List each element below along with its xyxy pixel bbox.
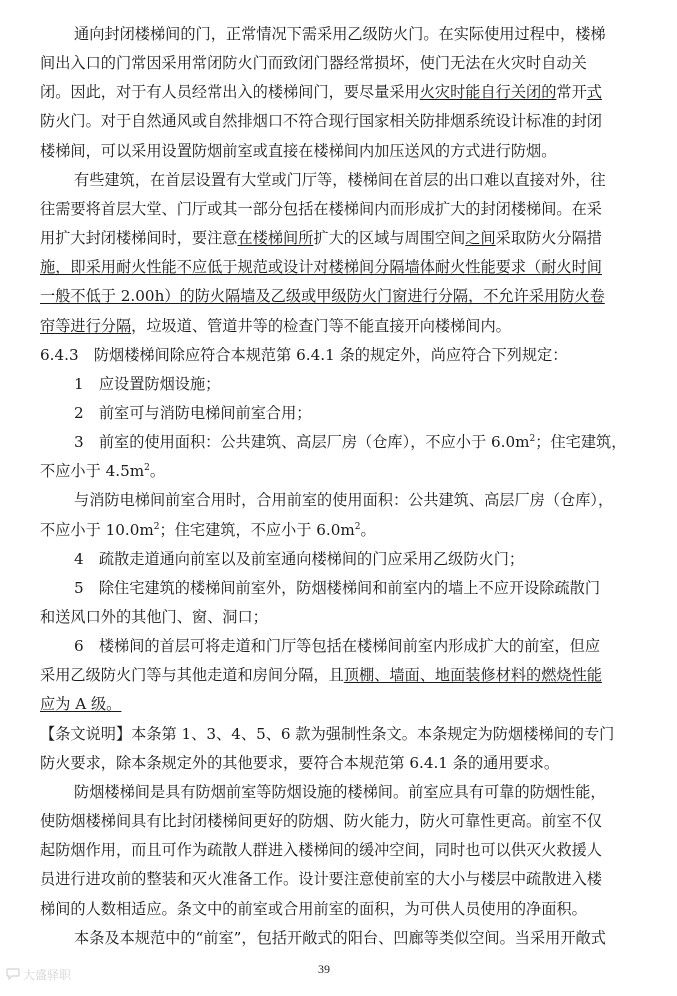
underlined-text: 在楼梯间所 [237, 229, 314, 248]
line-content [74, 426, 626, 458]
text-segment: 用扩大封闭楼梯间时，要注意 [40, 229, 238, 248]
text-segment: ；住宅建筑， [535, 433, 627, 452]
text-segment: 间出入口的门常因采用常闭防火门而致闭门器经常损坏，使门无法在火灾时自动关 [40, 54, 587, 73]
text-line [0, 776, 677, 808]
text-line [0, 718, 677, 750]
underlined-text: 火灾时能自行关闭的 [419, 83, 557, 102]
text-line [0, 339, 677, 371]
text-line [0, 805, 677, 837]
line-content [74, 630, 600, 662]
text-segment: 有些建筑，在首层设置有大堂或门厅等，楼梯间在首层的出口难以直接对外，往 [74, 170, 606, 189]
line-content [74, 18, 606, 50]
text-segment: 与消防电梯间前室合用时，合用前室的使用面积：公共建筑、高层厂房（仓库）， [74, 491, 614, 510]
line-content [40, 834, 602, 866]
text-line [0, 688, 677, 720]
line-content [40, 251, 602, 283]
text-line [0, 893, 677, 925]
text-segment: 【条文说明】本条第 1、3、4、5、6 款为强制性条文。本条规定为防烟楼梯间的专门 [40, 724, 615, 743]
text-segment: 1 应设置防烟设施； [74, 374, 221, 393]
text-segment: 2 前室可与消防电梯间前室合用； [74, 403, 312, 422]
line-content [40, 280, 605, 312]
text-line [0, 397, 677, 429]
line-content [40, 455, 165, 487]
line-content [40, 193, 602, 225]
text-line [0, 105, 677, 137]
text-line [0, 222, 677, 254]
line-content [40, 514, 376, 546]
superscript: 2 [529, 434, 536, 445]
text-line [0, 455, 677, 487]
text-segment: 4 疏散走道通向前室以及前室通向楼梯间的门应采用乙级防火门； [74, 549, 525, 568]
underlined-text: 应为 A 级。 [40, 695, 122, 714]
text-segment: 6 楼梯间的首层可将走道和门厅等包括在楼梯间前室内形成扩大的前室，但应 [74, 637, 601, 656]
text-line [0, 310, 677, 342]
line-content [74, 572, 600, 604]
line-content [40, 893, 587, 925]
line-content [74, 164, 606, 196]
text-line [0, 164, 677, 196]
text-segment: 。 [360, 520, 376, 539]
underlined-text: 顶棚、墙面、地面装修材料的燃烧性能 [343, 666, 602, 685]
text-line [0, 659, 677, 691]
text-line [0, 834, 677, 866]
text-line [0, 426, 677, 458]
line-content [40, 659, 602, 691]
line-content [40, 688, 121, 720]
text-segment: 本条及本规范中的“前室”，包括开敞式的阳台、凹廊等类似空间。当采用开敞式 [74, 928, 606, 947]
text-line [0, 543, 677, 575]
text-segment: 采取防火分隔措 [495, 229, 602, 248]
line-content [74, 368, 220, 400]
line-content [40, 76, 602, 108]
superscript: 2 [354, 521, 361, 532]
line-content [74, 397, 311, 429]
underlined-text: 一般不低于 2.00h）的防火隔墙及乙级或甲级防火门窗进行分隔，不允许采用防火卷 [40, 287, 605, 306]
underlined-text: 式 [586, 83, 602, 102]
text-segment: 防火门。对于自然通风或自然排烟口不符合现行国家相关防排烟系统设计标准的封闭 [40, 112, 602, 131]
text-line [0, 572, 677, 604]
chat-bubble-icon [6, 968, 20, 980]
text-line [0, 484, 677, 516]
text-line [0, 251, 677, 283]
text-segment: 不应小于 10.0m [40, 520, 154, 539]
text-line [0, 47, 677, 79]
text-segment: 和送风口外的其他门、窗、洞口； [40, 608, 268, 626]
text-line [0, 193, 677, 225]
text-line [0, 18, 677, 50]
line-content [74, 922, 606, 954]
underlined-text: 帘等进行分隔 [40, 316, 132, 335]
line-content [40, 601, 268, 633]
text-segment: 5 除住宅建筑的楼梯间前室外，防烟楼梯间和前室内的墙上不应开设除疏散门 [74, 578, 601, 597]
line-content [40, 339, 567, 371]
text-line [0, 630, 677, 662]
text-line [0, 922, 677, 954]
text-segment: 使防烟楼梯间具有比封闭楼梯间更好的防烟、防火能力，防火可靠性更高。前室不仅 [40, 812, 602, 831]
underlined-text: 之间 [465, 229, 496, 248]
text-line [0, 76, 677, 108]
text-segment: 3 前室的使用面积：公共建筑、高层厂房（仓库），不应小于 6.0m [74, 433, 530, 452]
line-content [40, 805, 602, 837]
text-segment: 6.4.3 防烟楼梯间除应符合本规范第 6.4.1 条的规定外，尚应符合下列规定： [40, 345, 568, 364]
line-content [40, 310, 511, 342]
text-segment: 采用乙级防火门等与其他走道和房间分隔，且 [40, 666, 344, 685]
watermark-text: 大盛驿职 [23, 968, 72, 982]
text-segment: ，垃圾道、管道井等的检查门等不能直接开向楼梯间内。 [131, 316, 511, 335]
line-content [40, 718, 614, 750]
text-line [0, 601, 677, 633]
text-line [0, 863, 677, 895]
text-segment: 扩大的区域与周围空间 [313, 229, 466, 248]
line-content [74, 484, 613, 516]
text-line [0, 368, 677, 400]
text-segment: 楼梯间，可以采用设置防烟前室或直接在楼梯间内加压送风的方式进行防烟。 [40, 141, 557, 160]
underlined-text: 施，即采用耐火性能不应低于规范或设计对楼梯间分隔墙体耐火性能要求（耐火时间 [40, 258, 602, 277]
superscript: 2 [153, 521, 160, 532]
text-segment: 。 [149, 462, 166, 481]
text-segment: ；住宅建筑，不应小于 6.0m [159, 520, 355, 539]
text-line [0, 747, 677, 779]
text-segment: 员进行进攻前的整装和灭火准备工作。设计要注意使前室的大小与楼层中疏散进入楼 [40, 870, 602, 889]
text-segment: 起防烟作用，而且可作为疏散人群进入楼梯间的缓冲空间，同时也可以供灭火救援人 [40, 841, 602, 860]
line-content [74, 543, 524, 575]
text-segment: 常开 [556, 83, 587, 102]
text-segment: 往需要将首层大堂、门厅或其一部分包括在楼梯间内而形成扩大的封闭楼梯间。在采 [40, 199, 602, 218]
watermark [6, 966, 71, 983]
line-content [40, 135, 556, 167]
line-content [40, 863, 602, 895]
text-line [0, 135, 677, 167]
text-segment: 闭。因此，对于有人员经常出入的楼梯间门，要尽量采用 [40, 83, 420, 102]
text-line [0, 514, 677, 546]
text-segment: 防火要求，除本条规定外的其他要求，要符合本规范第 6.4.1 条的通用要求。 [40, 753, 560, 772]
page-number: 39 [318, 962, 330, 976]
line-content [74, 776, 606, 808]
line-content [40, 47, 587, 79]
line-content [40, 222, 602, 254]
text-line [0, 280, 677, 312]
text-segment: 梯间的人数相适应。条文中的前室或合用前室的面积，为可供人员使用的净面积。 [40, 899, 587, 918]
text-segment: 通向封闭楼梯间的门，正常情况下需采用乙级防火门。在实际使用过程中，楼梯 [74, 25, 606, 43]
text-segment: 不应小于 4.5m [40, 462, 145, 481]
superscript: 2 [144, 463, 150, 474]
line-content [40, 747, 559, 779]
line-content [40, 105, 602, 137]
text-segment: 防烟楼梯间是具有防烟前室等防烟设施的楼梯间。前室应具有可靠的防烟性能， [74, 782, 606, 801]
